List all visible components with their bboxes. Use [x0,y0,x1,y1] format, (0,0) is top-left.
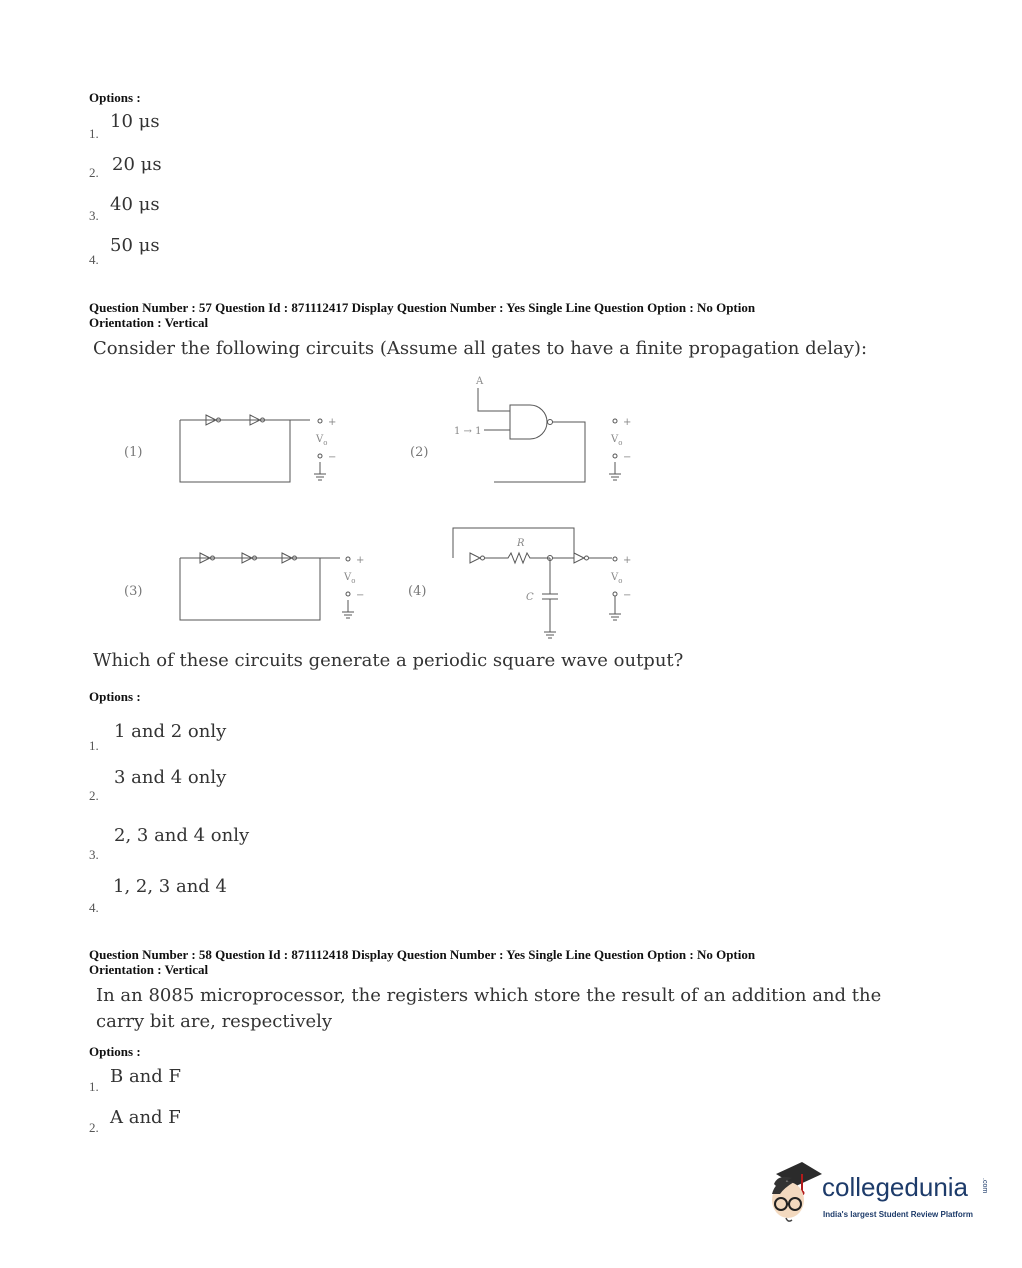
output-label: $V_o$ [316,434,328,447]
terminal-minus: − [623,452,632,463]
question-line: carry bit are, respectively [96,1011,333,1032]
capacitor-label: C [526,592,534,603]
logo-suffix: .com [981,1178,988,1194]
question-line: In an 8085 microprocessor, the registers which store the result of an addition and the [96,985,882,1006]
options-label: Options : [89,1044,141,1059]
circuit-label: (3) [124,584,143,599]
option-text: 50 μs [110,235,160,256]
input-label: A [476,376,484,387]
terminal-plus: + [623,417,632,428]
question-meta-line: Question Number : 57 Question Id : 871112417 Display Question Number : Yes Single Line Question Option : No Option [89,300,756,315]
option-number: 1. [89,1079,99,1094]
logo-tagline: India's largest Student Review Platform [823,1210,973,1219]
option-text: 10 μs [110,111,160,132]
terminal-minus: − [356,590,365,601]
option-text: 3 and 4 only [114,767,227,788]
question-meta-line: Question Number : 58 Question Id : 871112418 Display Question Number : Yes Single Line Question Option : No Option [89,947,756,962]
option-number: 2. [89,165,99,180]
circuit-4 [453,528,621,638]
option-text: 2, 3 and 4 only [114,825,250,846]
terminal-minus: − [328,452,337,463]
option-number: 1. [89,738,99,753]
terminal-plus: + [623,555,632,566]
option-number: 2. [89,1120,99,1135]
circuit-label: (2) [410,445,429,460]
option-number: 3. [89,847,99,862]
output-label: $V_o$ [344,572,356,585]
collegedunia-logo [762,1160,994,1232]
circuit-2 [478,388,621,482]
circuit-label: (1) [124,445,143,460]
question-meta [89,300,869,330]
option-text: 1 and 2 only [114,721,227,742]
circuit-figure [80,370,680,650]
option-number: 4. [89,900,99,915]
option-text: A and F [110,1107,181,1128]
resistor-label: R [517,538,525,549]
terminal-plus: + [328,417,337,428]
question-meta-line: Orientation : Vertical [89,315,209,330]
options-label: Options : [89,90,141,105]
option-text: 20 μs [112,154,162,175]
question-meta [89,947,869,977]
option-number: 4. [89,252,99,267]
output-label: $V_o$ [611,434,623,447]
input-label: 1 → 1 [454,426,482,437]
question-text: Consider the following circuits (Assume all gates to have a finite propagation delay): [93,338,868,359]
logo-wordmark: collegedunia [822,1172,969,1202]
output-label: $V_o$ [611,572,623,585]
question-meta-line: Orientation : Vertical [89,962,209,977]
question-text: Which of these circuits generate a periodic square wave output? [93,650,684,671]
terminal-plus: + [356,555,365,566]
question-text [96,983,881,1035]
options-label: Options : [89,689,141,704]
circuit-3 [180,553,354,620]
option-text: B and F [110,1066,182,1087]
terminal-minus: − [623,590,632,601]
option-text: 1, 2, 3 and 4 [113,876,227,897]
mascot-icon [762,1160,822,1230]
option-number: 1. [89,126,99,141]
option-text: 40 μs [110,194,160,215]
option-number: 3. [89,208,99,223]
circuit-1 [180,415,326,482]
option-number: 2. [89,788,99,803]
circuit-label: (4) [408,584,427,599]
